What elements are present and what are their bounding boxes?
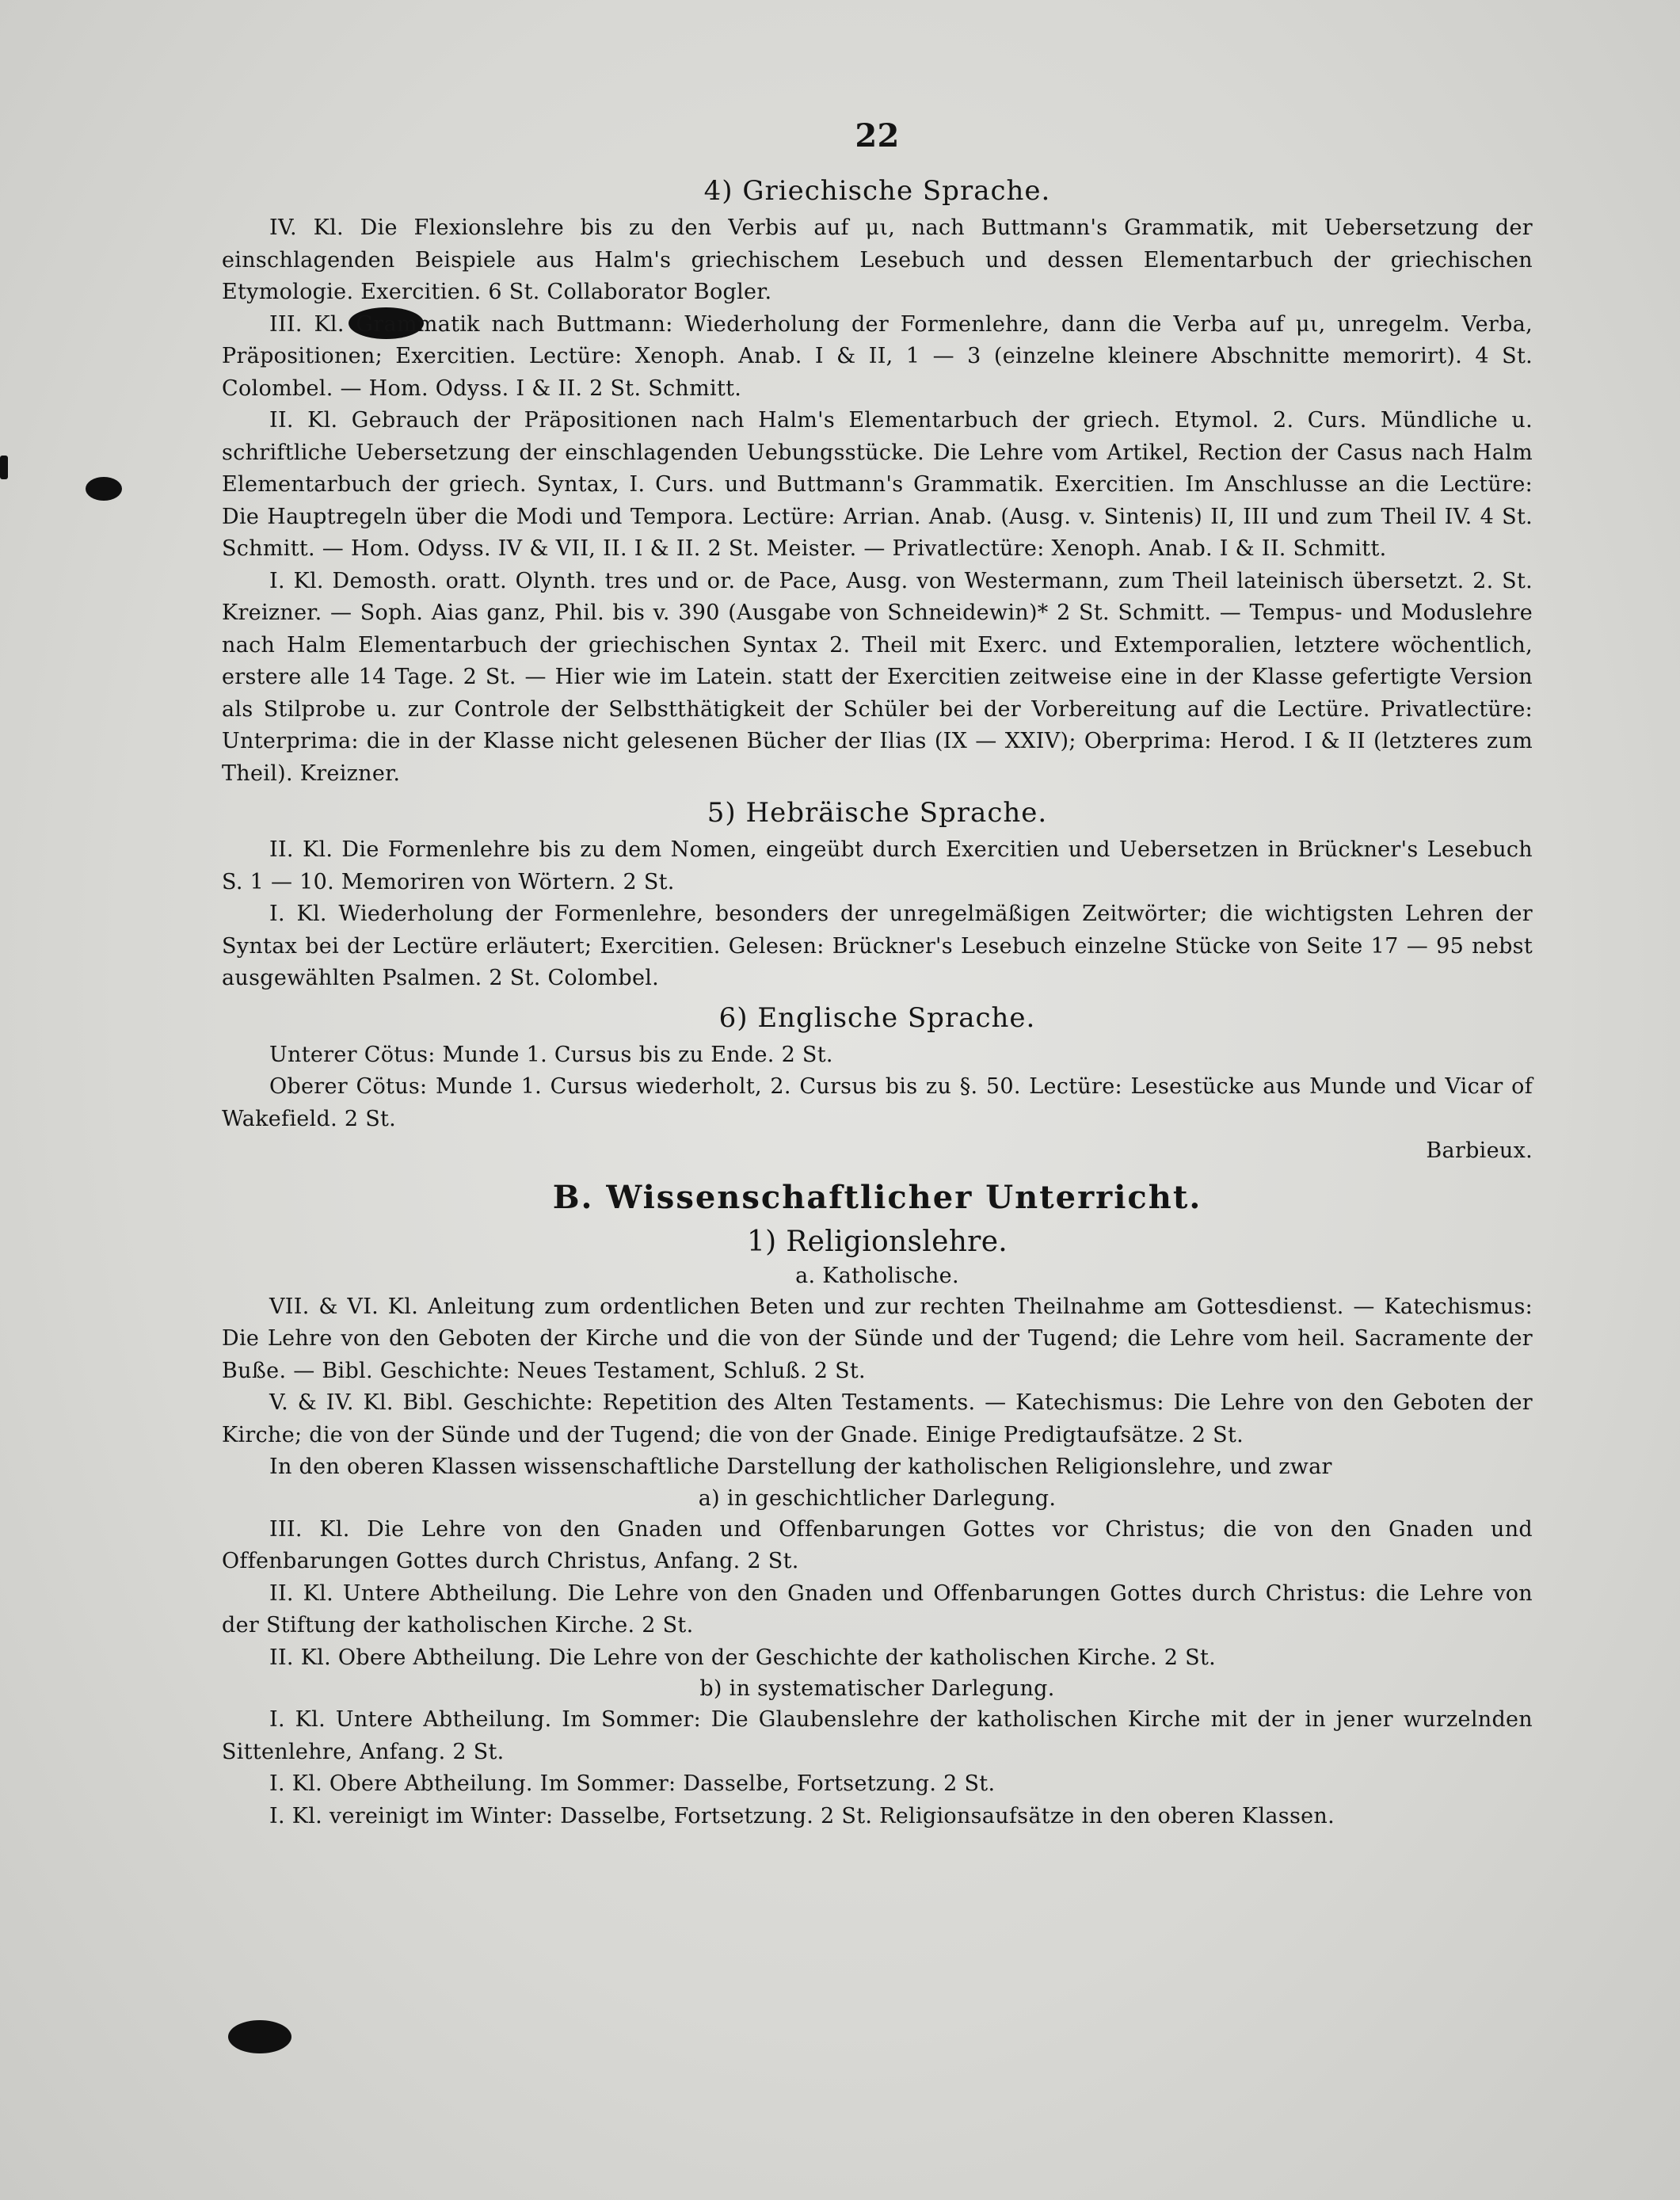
- section-title-english: 6) Englische Sprache.: [718, 1001, 1036, 1034]
- paragraph: VII. & VI. Kl. Anleitung zum ordentlichen Beten und zur rechten Theilnahme am Gottesdienst. — Katechismus: Die Lehre von den Geboten der Kirche und die von der Sünde und der Tugend; die Lehre vom heil. Sacramente der Buße. — Bibl. Geschichte: Neues Testament, Schluß. 2 St.: [222, 1294, 1533, 1383]
- paragraph: I. Kl. Untere Abtheilung. Im Sommer: Die Glaubenslehre der katholischen Kirche mit der in jener wurzelnden Sittenlehre, Anfang. 2 St.: [222, 1707, 1533, 1764]
- paragraph: I. Kl. Obere Abtheilung. Im Sommer: Dasselbe, Fortsetzung. 2 St.: [269, 1771, 996, 1796]
- signature: Barbieux.: [1426, 1138, 1533, 1163]
- paragraph: II. Kl. Obere Abtheilung. Die Lehre von der Geschichte der katholischen Kirche. 2 St.: [269, 1645, 1216, 1670]
- part-title: B. Wissenschaftlicher Unterricht.: [552, 1178, 1202, 1216]
- paragraph: V. & IV. Kl. Bibl. Geschichte: Repetition des Alten Testaments. — Katechismus: Die Lehre von den Geboten der Kirche; die von der Sünde und der Tugend; die von der Gnade. Einige Predigtaufsätze. 2 St.: [222, 1390, 1533, 1447]
- paragraph: IV. Kl. Die Flexionslehre bis zu den Verbis auf μι, nach Buttmann's Grammatik, mit Uebersetzung der einschlagenden Beispiele aus Halm's griechischem Lesebuch und dessen Elementarbuch der griechischen Etymologie. Exercitien. 6 St. Collaborator Bogler.: [222, 215, 1533, 304]
- ink-blot: [228, 2020, 291, 2053]
- paragraph: III. Kl. Grammatik nach Buttmann: Wiederholung der Formenlehre, dann die Verba auf μι, unregelm. Verba, Präpositionen; Exercitien. Lectüre: Xenoph. Anab. I & II, 1 — 3 (einzelne kleinere Abschnitte memorirt). 4 St. Colombel. — Hom. Odyss. I & II. 2 St. Schmitt.: [222, 311, 1533, 401]
- ink-blot: [0, 456, 8, 479]
- subsubsection-title: a. Katholische.: [795, 1263, 959, 1288]
- section-title-greek: 4) Griechische Sprache.: [703, 175, 1051, 207]
- subsection-title: 1) Religionslehre.: [746, 1225, 1008, 1258]
- paragraph: Unterer Cötus: Munde 1. Cursus bis zu Ende. 2 St.: [269, 1042, 833, 1067]
- paragraph: I. Kl. vereinigt im Winter: Dasselbe, Fortsetzung. 2 St. Religionsaufsätze in den oberen Klassen.: [269, 1803, 1335, 1828]
- page-content: [222, 119, 1533, 1832]
- paragraph: Oberer Cötus: Munde 1. Cursus wiederholt, 2. Cursus bis zu §. 50. Lectüre: Lesestücke aus Munde und Vicar of Wakefield. 2 St.: [222, 1074, 1533, 1131]
- paragraph: In den oberen Klassen wissenschaftliche Darstellung der katholischen Religionslehre, und zwar: [269, 1455, 1332, 1479]
- paragraph: II. Kl. Die Formenlehre bis zu dem Nomen, eingeübt durch Exercitien und Uebersetzen in Brückner's Lesebuch S. 1 — 10. Memoriren von Wörtern. 2 St.: [222, 837, 1533, 894]
- page-number: 22: [855, 117, 900, 154]
- paragraph: I. Kl. Wiederholung der Formenlehre, besonders der unregelmäßigen Zeitwörter; die wichtigsten Lehren der Syntax bei der Lectüre erläutert; Exercitien. Gelesen: Brückner's Lesebuch einzelne Stücke von Seite 17 — 95 nebst ausgewählten Psalmen. 2 St. Colombel.: [222, 902, 1533, 990]
- section-title-hebrew: 5) Hebräische Sprache.: [707, 797, 1048, 829]
- ink-blot: [86, 477, 122, 501]
- paragraph: III. Kl. Die Lehre von den Gnaden und Offenbarungen Gottes vor Christus; die von den Gnaden und Offenbarungen Gottes durch Christus, Anfang. 2 St.: [222, 1516, 1533, 1573]
- paragraph: I. Kl. Demosth. oratt. Olynth. tres und or. de Pace, Ausg. von Westermann, zum Theil lateinisch übersetzt. 2. St. Kreizner. — Soph. Aias ganz, Phil. bis v. 390 (Ausgabe von Schneidewin)* 2 St. Schmitt. — Tempus- und Moduslehre nach Halm Elementarbuch der griechischen Syntax 2. Theil mit Exerc. und Extemporalien, letztere wöchentlich, erstere alle 14 Tage. 2 St. — Hier wie im Latein. statt der Exercitien zeitweise eine in der Klasse gefertigte Version als Stilprobe u. zur Controle der Selbstthätigkeit der Schüler bei der Vorbereitung auf die Lectüre. Privatlectüre: Unterprima: die in der Klasse nicht gelesenen Bücher der Ilias (IX — XXIV); Oberprima: Herod. I & II (letzteres zum Theil). Kreizner.: [222, 568, 1533, 786]
- heading-b: b) in systematischer Darlegung.: [699, 1676, 1055, 1701]
- paragraph: II. Kl. Untere Abtheilung. Die Lehre von den Gnaden und Offenbarungen Gottes durch Christus: die Lehre von der Stiftung der katholischen Kirche. 2 St.: [222, 1580, 1533, 1638]
- heading-a: a) in geschichtlicher Darlegung.: [698, 1485, 1057, 1511]
- paragraph: II. Kl. Gebrauch der Präpositionen nach Halm's Elementarbuch der griech. Etymol. 2. Curs. Mündliche u. schriftliche Uebersetzung der einschlagenden Uebungsstücke. Die Lehre vom Artikel, Rection der Casus nach Halm Elementarbuch der griech. Syntax, I. Curs. und Buttmann's Grammatik. Exercitien. Im Anschlusse an die Lectüre: Die Hauptregeln über die Modi und Tempora. Lectüre: Arrian. Anab. (Ausg. v. Sintenis) II, III und zum Theil IV. 4 St. Schmitt. — Hom. Odyss. IV & VII, II. I & II. 2 St. Meister. — Privatlectüre: Xenoph. Anab. I & II. Schmitt.: [222, 408, 1533, 561]
